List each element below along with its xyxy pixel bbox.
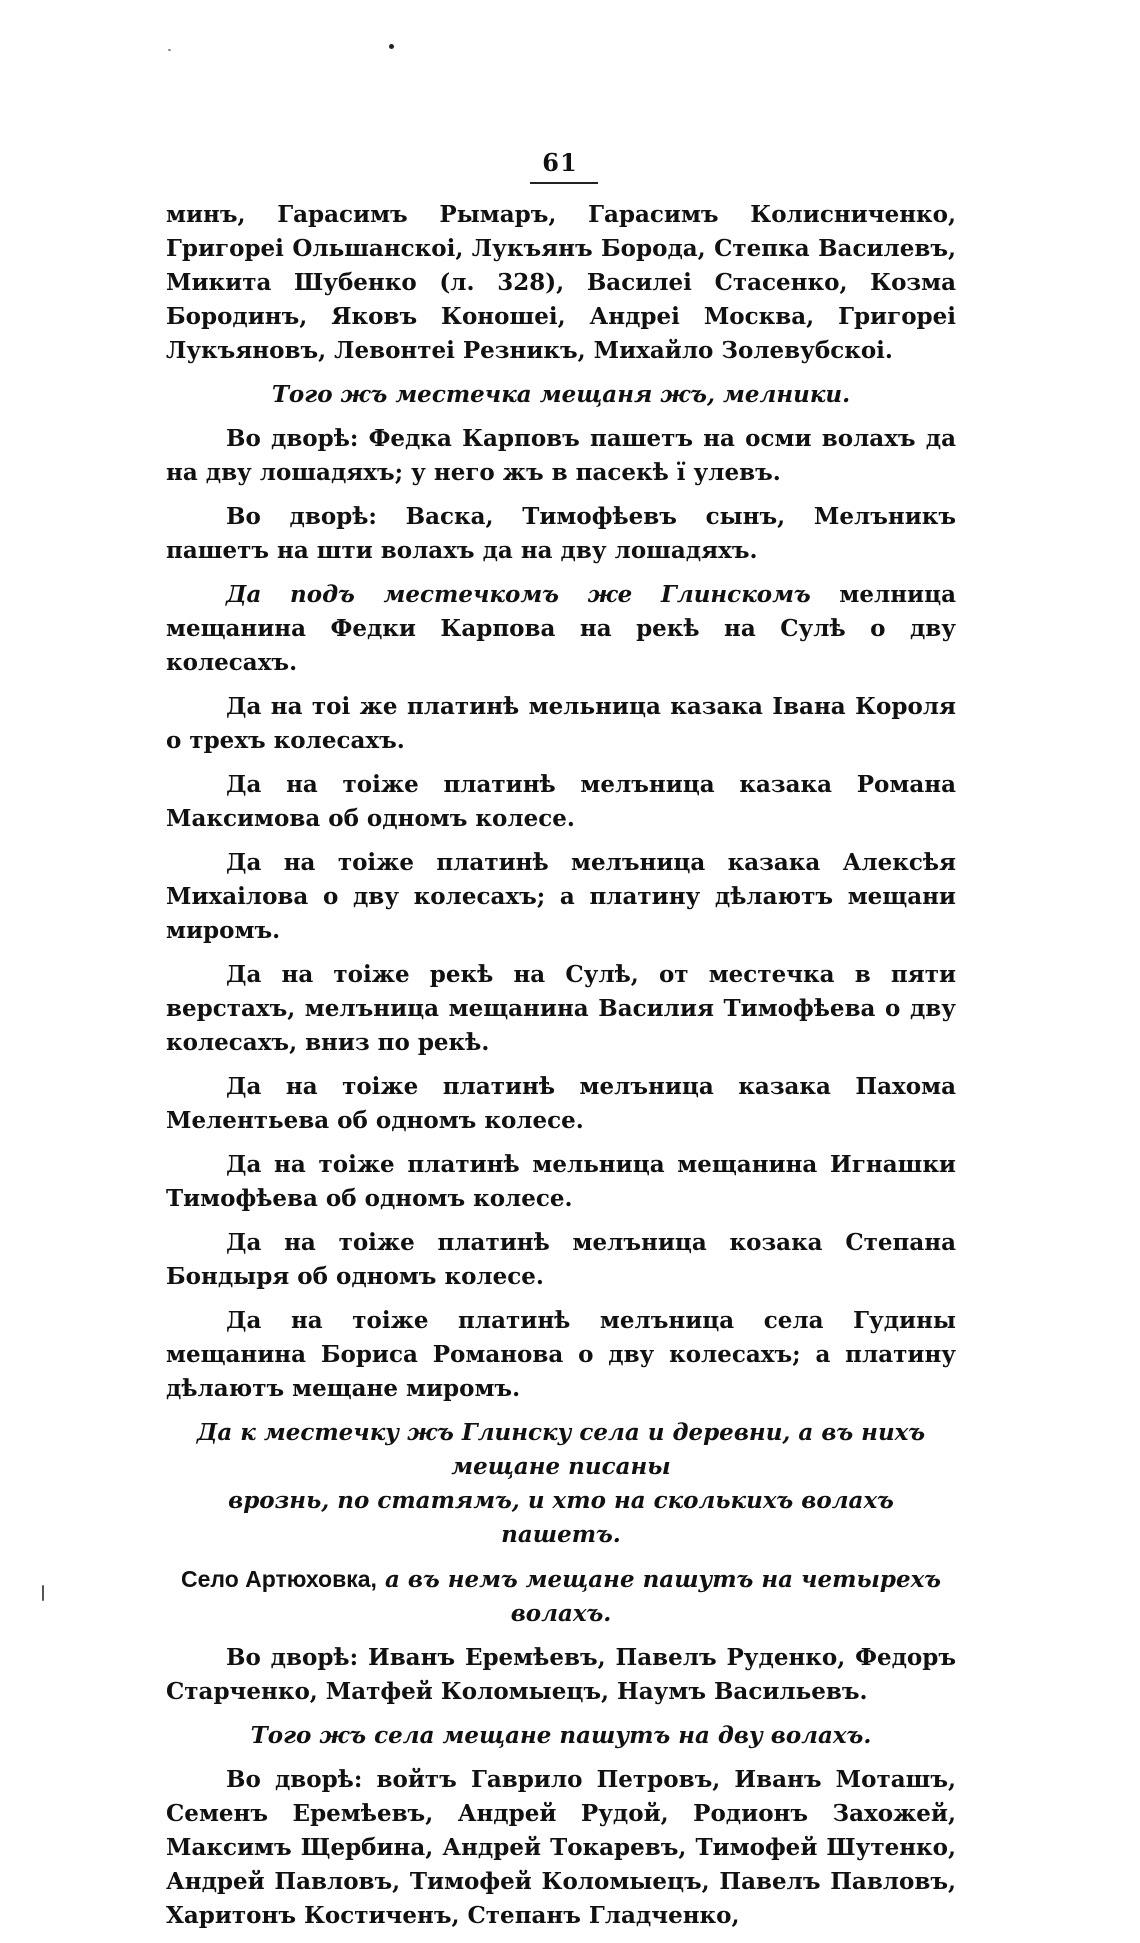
village-name: Село Артюховка, [180, 1566, 377, 1592]
scan-speck [168, 49, 171, 51]
village-heading [166, 1562, 956, 1631]
paragraph: Да на тоіже платинѣ мелъница села Гудины мещанина Бориса Романова о дву колесахъ; а платину дѣлаютъ мещане миромъ. [166, 1307, 956, 1402]
scan-speck [389, 44, 394, 49]
paragraph: Да на тоіже платинѣ мелъница казака Романа Максимова об одномъ колесе. [166, 771, 956, 832]
paragraph: Да на тоіже рекѣ на Сулѣ, от местечка в пяти верстахъ, мелъница мещанина Василия Тимофѣева о дву колесахъ, вниз по рекѣ. [166, 961, 956, 1056]
page-number-rule [530, 182, 598, 184]
village-note: а въ немъ мещане пашутъ на четырехъ волахъ. [376, 1566, 942, 1627]
paragraph: Во дворѣ: Иванъ Еремѣевъ, Павелъ Руденко, Федоръ Старченко, Матфей Коломыецъ, Наумъ Васильевъ. [166, 1644, 956, 1705]
paragraph: минъ, Гарасимъ Рымаръ, Гарасимъ Колисниченко, Григореі Ольшанскоі, Лукъянъ Борода, Степка Василевъ, Микита Шубенко (л. 328), Василеі Стасенко, Козма Бородинъ, Яковъ Коношеі, Андреі Москва, Григореі Лукъяновъ, Левонтеі Резникъ, Михайло Золевубскоі. [166, 201, 956, 364]
page-number: 61 [542, 148, 578, 177]
paragraph: Во дворѣ: Федка Карповъ пашетъ на осми волахъ да на дву лошадяхъ; у него жъ в пасекѣ ї улевъ. [166, 425, 956, 486]
scan-speck [42, 1585, 44, 1601]
paragraph: Да на тоіже платинѣ мельница мещанина Игнашки Тимофѣева об одномъ колесе. [166, 1151, 956, 1212]
italic-lead: Да подъ местечкомъ же Глинскомъ [226, 581, 811, 608]
paragraph-text: мелница мещанина Федки Карпова на рекѣ на Сулѣ о дву колесахъ. [166, 581, 956, 676]
section-heading: Того жъ местечка мещаня жъ, мелники. [271, 381, 851, 408]
paragraph [166, 578, 956, 680]
section-heading [166, 1416, 956, 1552]
heading-line: Да к местечку жъ Глинску села и деревни, а въ нихъ мещане писаны [196, 1419, 926, 1480]
heading-line: врознь, по статямъ, и хто на сколькихъ волахъ пашетъ. [228, 1487, 894, 1548]
paragraph: Во дворѣ: Васка, Тимофѣевъ сынъ, Мелъникъ пашетъ на шти волахъ да на дву лошадяхъ. [166, 503, 956, 564]
paragraph: Да на тоі же платинѣ мельница казака Івана Короля о трехъ колесахъ. [166, 693, 956, 754]
section-heading: Того жъ села мещане пашутъ на дву волахъ. [250, 1722, 872, 1749]
paragraph: Да на тоіже платинѣ мелъница казака Пахома Мелентьева об одномъ колесе. [166, 1073, 956, 1134]
paragraph: Да на тоіже платинѣ мелъница козака Степана Бондыря об одномъ колесе. [166, 1229, 956, 1290]
paragraph: Во дворѣ: войтъ Гаврило Петровъ, Иванъ Моташъ, Семенъ Еремѣевъ, Андрей Рудой, Родионъ Захожей, Максимъ Щербина, Андрей Токаревъ, Тимофей Шутенко, Андрей Павловъ, Тимофей Коломыецъ, Павелъ Павловъ, Харитонъ Костиченъ, Степанъ Гладченко, [166, 1766, 956, 1929]
body-text [166, 198, 956, 1943]
paragraph: Да на тоіже платинѣ мелъница казака Алексѣя Михаілова о дву колесахъ; а платину дѣлаютъ мещани миромъ. [166, 849, 956, 944]
